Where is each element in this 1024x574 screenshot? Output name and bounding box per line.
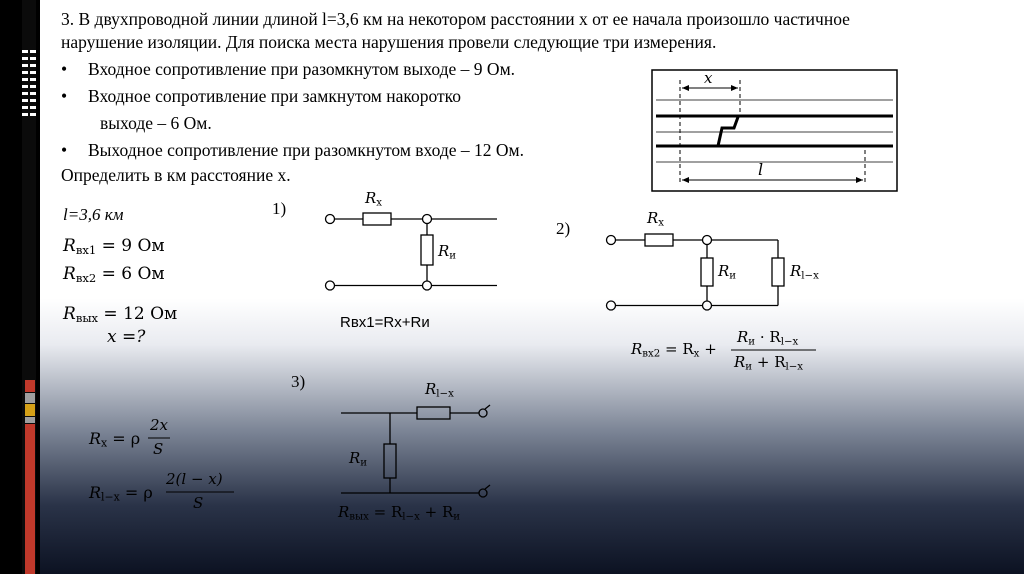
circuit-2-number: 2) — [556, 219, 571, 238]
circuit-2-rx: $R_x$ — [647, 209, 665, 229]
fraction-bars — [148, 350, 816, 492]
circuit-2-rlx: $R_{l-x}$ — [790, 262, 819, 282]
circuit-1 — [326, 213, 498, 290]
given-r2: $R_{вх2} = 6$ Ом — [63, 264, 165, 285]
formula-rx-lhs: $R_x = \rho$ — [89, 429, 141, 450]
circuit-2-formula-den: $R_и + R_{l-x}$ — [734, 353, 804, 373]
bullet-1-dot: • — [61, 59, 68, 79]
problem-line-1: 3. В двухпроводной линии длиной l=3,6 км на некотором расстоянии x от ее начала произошло частичное — [61, 9, 850, 29]
circuit-3-rlx: $R_{l-x}$ — [425, 380, 454, 400]
circuit-1-ri: $R_и$ — [438, 242, 457, 262]
circuit-2-formula-num: $R_и \cdot R_{l-x}$ — [737, 328, 799, 348]
given-x: x =? — [107, 327, 146, 347]
circuit-3-formula: $R_{вых} = R_{l-x} + R_и$ — [338, 503, 461, 523]
bullet-3-dot: • — [61, 140, 68, 160]
formula-rl-lhs: $R_{l-x} = \rho$ — [89, 483, 153, 504]
circuit-1-number: 1) — [272, 199, 287, 218]
bullet-2b: выходе – 6 Ом. — [100, 113, 212, 133]
bullet-2-dot: • — [61, 86, 68, 106]
circuit-1-rx: $R_x$ — [365, 189, 383, 209]
circuit-2 — [607, 234, 785, 310]
bullet-2a: Входное сопротивление при замкнутом накоротко — [88, 86, 462, 106]
given-r3: $R_{вых} = 12$ Ом — [63, 304, 178, 325]
figure-x-label: x — [704, 69, 713, 87]
given-l: l=3,6 км — [63, 205, 124, 224]
given-r1: $R_{вх1} = 9$ Ом — [63, 236, 165, 257]
problem-line-2: нарушение изоляции. Для поиска места нарушения провели следующие три измерения. — [61, 32, 717, 52]
circuit-2-ri: $R_и$ — [718, 262, 737, 282]
formula-rx-num: 2x — [150, 416, 169, 434]
circuit-3-ri: $R_и$ — [349, 449, 368, 469]
question: Определить в км расстояние x. — [61, 165, 291, 185]
line-figure — [652, 70, 897, 191]
circuit-2-formula-lhs: $R_{вх2} = R_x$ + — [631, 340, 717, 360]
formula-rl-num: 2(l − x) — [166, 470, 223, 488]
circuit-3-number: 3) — [291, 372, 306, 391]
formula-rl-den: S — [193, 494, 204, 512]
figure-l-label: l — [758, 160, 764, 179]
formula-rx-den: S — [153, 440, 164, 458]
bullet-3: Выходное сопротивление при разомкнутом входе – 12 Ом. — [88, 140, 525, 160]
bullet-1: Входное сопротивление при разомкнутом выходе – 9 Ом. — [88, 59, 516, 79]
circuit-1-formula: Rвх1=Rx+Rи — [340, 314, 430, 331]
